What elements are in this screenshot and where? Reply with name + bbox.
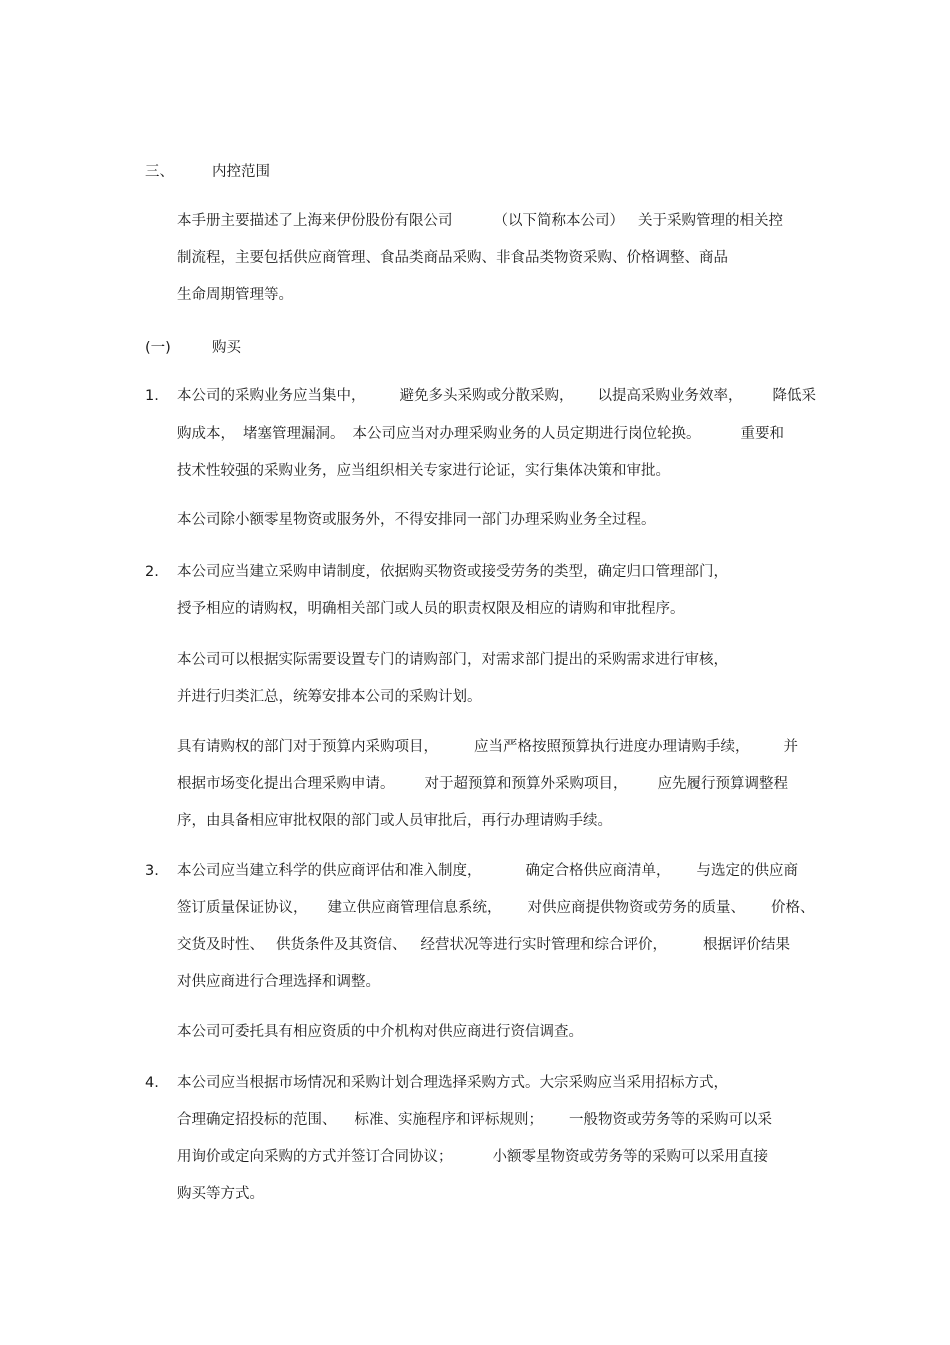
item-1-line-3: 技术性较强的采购业务，应当组织相关专家进行论证，实行集体决策和审批。 bbox=[177, 463, 670, 479]
text-segment: 签订质量保证协议， bbox=[177, 900, 308, 916]
text-segment: 堵塞管理漏洞。 bbox=[243, 426, 345, 442]
text-segment: 本公司应当建立科学的供应商评估和准入制度， bbox=[177, 863, 482, 879]
subsection-title: 购买 bbox=[212, 340, 241, 356]
text-segment: 本公司的采购业务应当集中， bbox=[177, 388, 366, 404]
item-4-line-3 bbox=[177, 1147, 768, 1167]
text-segment: 根据评价结果 bbox=[703, 937, 790, 953]
section-title: 内控范围 bbox=[212, 164, 270, 180]
text-segment: 经营状况等进行实时管理和综合评价， bbox=[420, 937, 667, 953]
intro-line-3: 生命周期管理等。 bbox=[177, 287, 293, 303]
intro-line-1 bbox=[177, 211, 783, 231]
item-1-line-1 bbox=[177, 386, 816, 406]
text-segment: 标准、实施程序和评标规则； bbox=[354, 1112, 543, 1128]
item-3-number: 3. bbox=[145, 863, 159, 879]
text-segment: 避免多头采购或分散采购， bbox=[399, 388, 574, 404]
item-4-number: 4. bbox=[145, 1075, 159, 1091]
item-3-line-2 bbox=[177, 898, 815, 918]
text-segment: 本公司应当对办理采购业务的人员定期进行岗位轮换。 bbox=[352, 426, 701, 442]
item-1-line-2 bbox=[177, 424, 784, 444]
text-segment: 建立供应商管理信息系统， bbox=[327, 900, 502, 916]
item-3-line-4: 对供应商进行合理选择和调整。 bbox=[177, 974, 380, 990]
item-4-line-2 bbox=[177, 1110, 772, 1130]
text-segment: 具有请购权的部门对于预算内采购项目， bbox=[177, 739, 438, 755]
item-3-line-1 bbox=[177, 861, 798, 881]
text-segment: 交货及时性、 bbox=[177, 937, 264, 953]
text-segment: 重要和 bbox=[740, 426, 784, 442]
text-segment: 与选定的供应商 bbox=[696, 863, 798, 879]
item-4-line-1: 本公司应当根据市场情况和采购计划合理选择采购方式。大宗采购应当采用招标方式， bbox=[177, 1075, 728, 1091]
text-segment: 购成本， bbox=[177, 426, 235, 442]
item-2-para-3-line-2 bbox=[177, 774, 788, 794]
item-1-number: 1. bbox=[145, 388, 159, 404]
item-2-para-3-line-1 bbox=[177, 737, 798, 757]
intro-line-2: 制流程，主要包括供应商管理、食品类商品采购、非食品类物资采购、价格调整、商品 bbox=[177, 250, 728, 266]
item-2-para-3-line-3: 序，由具备相应审批权限的部门或人员审批后，再行办理请购手续。 bbox=[177, 813, 612, 829]
text-segment: 应先履行预算调整程 bbox=[657, 776, 788, 792]
text-segment: 价格、 bbox=[771, 900, 815, 916]
intro-line-1-part: 关于采购管理的相关控 bbox=[638, 213, 783, 229]
text-segment: 应当严格按照预算执行进度办理请购手续， bbox=[474, 739, 750, 755]
text-segment: 小额零星物资或劳务等的采购可以采用直接 bbox=[492, 1149, 768, 1165]
item-3-line-3 bbox=[177, 935, 790, 955]
section-number: 三、 bbox=[145, 164, 174, 180]
item-3-para-2: 本公司可委托具有相应资质的中介机构对供应商进行资信调查。 bbox=[177, 1024, 583, 1040]
item-2-number: 2. bbox=[145, 564, 159, 580]
text-segment: 用询价或定向采购的方式并签订合同协议； bbox=[177, 1149, 453, 1165]
text-segment: 根据市场变化提出合理采购申请。 bbox=[177, 776, 395, 792]
text-segment: 对供应商提供物资或劳务的质量、 bbox=[527, 900, 745, 916]
intro-line-1-part: （以下简称本公司） bbox=[493, 213, 624, 229]
text-segment: 以提高采购业务效率， bbox=[597, 388, 743, 404]
text-segment: 一般物资或劳务等的采购可以采 bbox=[569, 1112, 772, 1128]
item-2-para-2-line-2: 并进行归类汇总，统筹安排本公司的采购计划。 bbox=[177, 689, 482, 705]
intro-line-1-part: 本手册主要描述了上海来伊份股份有限公司 bbox=[177, 213, 453, 229]
text-segment: 对于超预算和预算外采购项目， bbox=[424, 776, 628, 792]
text-segment: 确定合格供应商清单， bbox=[525, 863, 671, 879]
item-1-para-2: 本公司除小额零星物资或服务外，不得安排同一部门办理采购业务全过程。 bbox=[177, 512, 656, 528]
item-2-line-1: 本公司应当建立采购申请制度，依据购买物资或接受劳务的类型，确定归口管理部门， bbox=[177, 564, 728, 580]
item-2-line-2: 授予相应的请购权，明确相关部门或人员的职责权限及相应的请购和审批程序。 bbox=[177, 601, 685, 617]
item-4-line-4: 购买等方式。 bbox=[177, 1186, 264, 1202]
item-2-para-2-line-1: 本公司可以根据实际需要设置专门的请购部门，对需求部门提出的采购需求进行审核， bbox=[177, 652, 728, 668]
text-segment: 并 bbox=[783, 739, 798, 755]
text-segment: 合理确定招投标的范围、 bbox=[177, 1112, 337, 1128]
text-segment: 降低采 bbox=[772, 388, 816, 404]
subsection-number: (一) bbox=[145, 340, 171, 356]
text-segment: 供货条件及其资信、 bbox=[276, 937, 407, 953]
